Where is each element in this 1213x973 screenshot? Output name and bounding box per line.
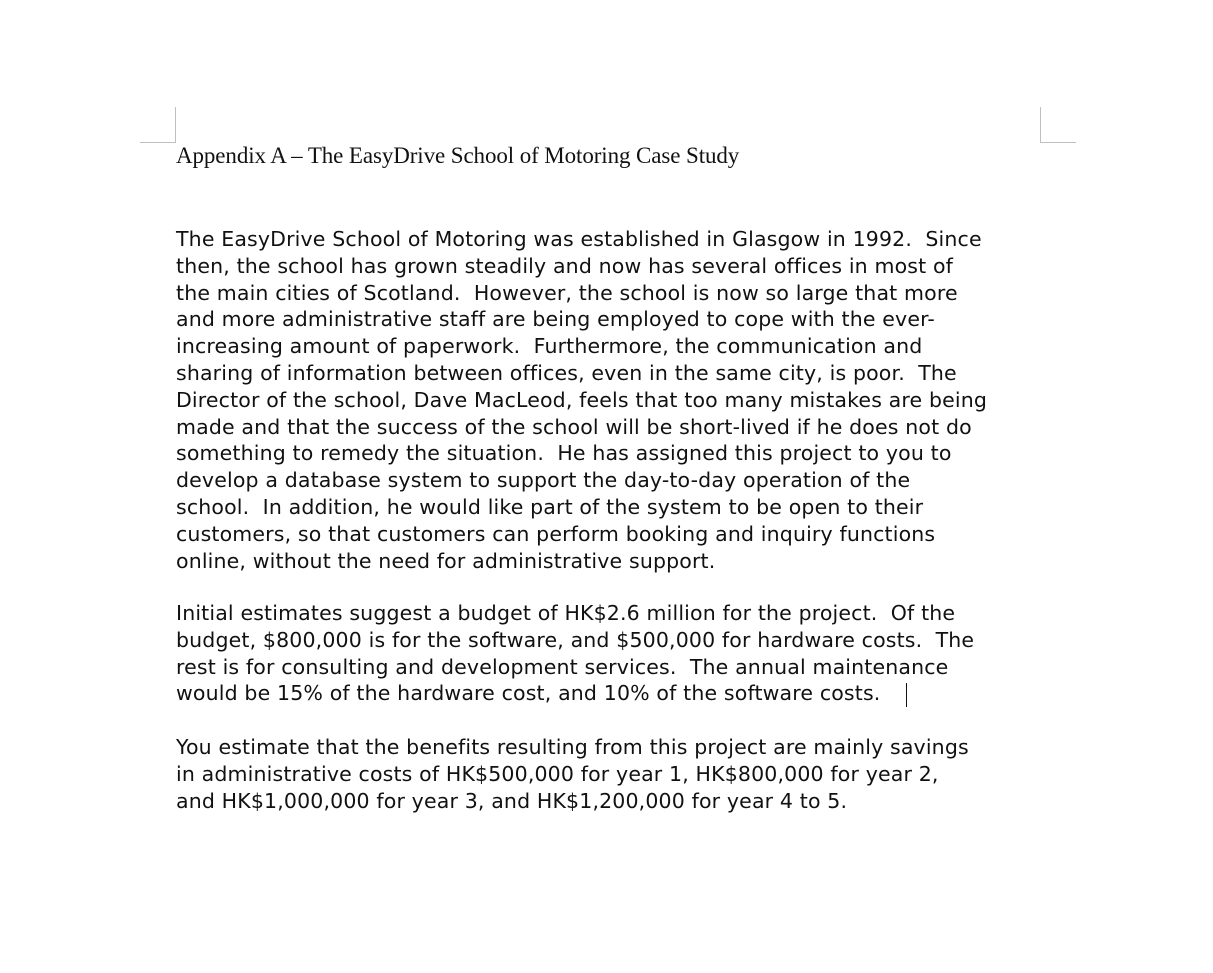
margin-corner-mark-top-left-horizontal: [140, 142, 176, 143]
text-line: in administrative costs of HK$500,000 for year 1, HK$800,000 for year 2,: [176, 761, 939, 786]
text-line: online, without the need for administrative support.: [176, 548, 716, 573]
margin-corner-mark-top-right: [1040, 107, 1041, 142]
document-heading: Appendix A – The EasyDrive School of Motoring Case Study: [176, 143, 740, 168]
paragraph-budget: [176, 600, 974, 707]
text-line: made and that the success of the school will be short-lived if he does not do: [176, 414, 972, 439]
margin-corner-mark-top-right-horizontal: [1040, 142, 1076, 143]
text-line: then, the school has grown steadily and now has several offices in most of: [176, 253, 954, 278]
text-line: the main cities of Scotland. However, the school is now so large that more: [176, 280, 958, 305]
text-line: The EasyDrive School of Motoring was established in Glasgow in 1992. Since: [176, 227, 982, 251]
text-line: Director of the school, Dave MacLeod, feels that too many mistakes are being: [176, 387, 988, 412]
text-line: something to remedy the situation. He has assigned this project to you to: [176, 441, 952, 466]
text-cursor: [906, 683, 907, 707]
text-line: develop a database system to support the day-to-day operation of the: [176, 468, 911, 493]
paragraph-benefits: [176, 734, 969, 814]
text-line: would be 15% of the hardware cost, and 10% of the software costs.: [176, 681, 881, 706]
text-line: and HK$1,000,000 for year 3, and HK$1,200,000 for year 4 to 5.: [176, 788, 848, 813]
text-line: Initial estimates suggest a budget of HK$2.6 million for the project. Of the: [176, 601, 956, 625]
text-line: rest is for consulting and development services. The annual maintenance: [176, 654, 949, 679]
text-line: customers, so that customers can perform booking and inquiry functions: [176, 521, 936, 546]
text-line: budget, $800,000 is for the software, and $500,000 for hardware costs. The: [176, 627, 975, 652]
paragraph-background: [176, 226, 987, 574]
text-line: You estimate that the benefits resulting from this project are mainly savings: [176, 735, 969, 759]
text-line: sharing of information between offices, even in the same city, is poor. The: [176, 360, 957, 385]
text-line: and more administrative staff are being employed to cope with the ever-: [176, 307, 935, 332]
text-line: increasing amount of paperwork. Furthermore, the communication and: [176, 334, 923, 359]
text-line: school. In addition, he would like part of the system to be open to their: [176, 494, 924, 519]
margin-corner-mark-top-left: [175, 107, 176, 142]
